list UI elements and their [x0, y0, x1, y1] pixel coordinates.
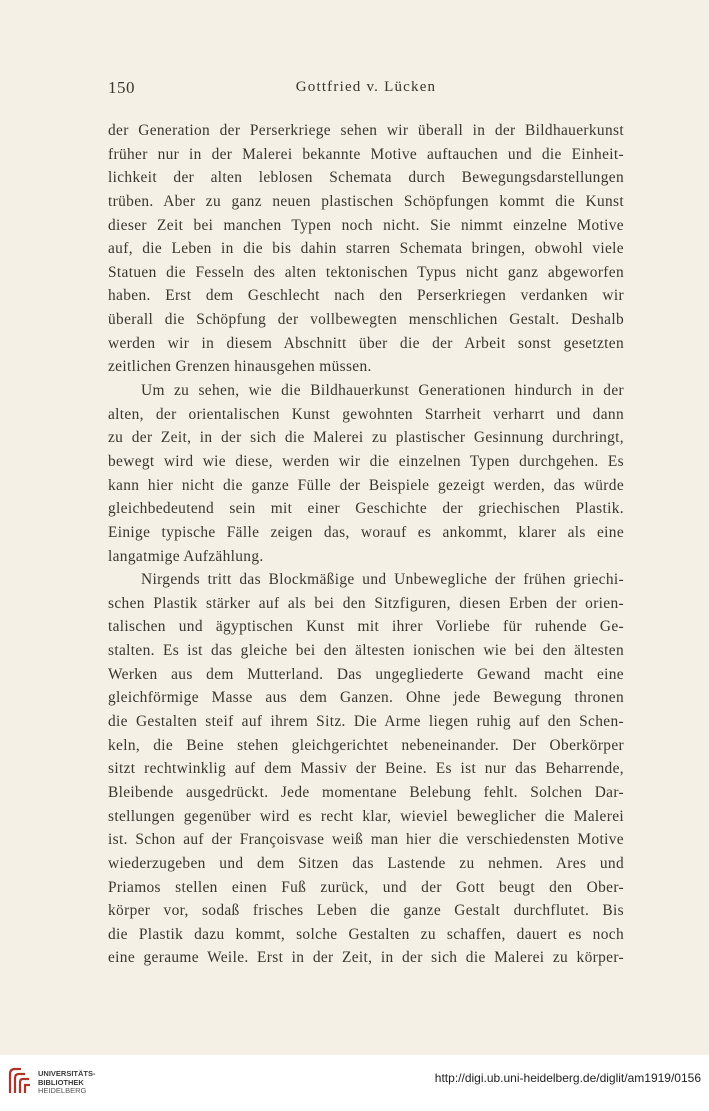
page-number: 150 [108, 78, 135, 97]
text-line: talischen und ägyptischen Kunst mit ihrer Vorliebe für ruhende Ge- [108, 618, 624, 636]
text-line: die Plastik dazu kommt, solche Gestalten zu schaffen, dauert es noch [108, 925, 624, 943]
library-name-line: BIBLIOTHEK [38, 1077, 84, 1087]
text-line: alten, der orientalischen Kunst gewohnten Starrheit verharrt und dann [108, 405, 624, 423]
text-line: Werken aus dem Mutterland. Das ungegliederte Gewand macht eine [108, 665, 624, 683]
text-line: bewegt wird wie diese, werden wir die einzelnen Typen durchgehen. Es [108, 452, 624, 470]
library-footer [0, 1055, 709, 1111]
text-line: keln, die Beine stehen gleichgerichtet nebeneinander. Der Oberkörper [108, 736, 624, 754]
text-line: sitzt rechtwinklig auf dem Massiv der Beine. Es ist nur das Beharrende, [108, 760, 624, 778]
text-line: auf, die Leben in die bis dahin starren Schemata bringen, obwohl viele [108, 240, 624, 258]
source-url-link[interactable]: http://digi.ub.uni-heidelberg.de/diglit/am1919/0156 [434, 1071, 701, 1085]
body-text [108, 119, 624, 970]
library-name [38, 1070, 96, 1096]
text-line: haben. Erst dem Geschlecht nach den Perserkriegen verdanken wir [108, 287, 624, 305]
text-line: stellungen gegenüber wird es recht klar, wieviel beweglicher die Malerei [108, 807, 624, 825]
text-line: langatmige Aufzählung. [108, 547, 264, 565]
text-line: Nirgends tritt das Blockmäßige und Unbewegliche der frühen griechi- [141, 571, 624, 589]
text-line: stalten. Es ist das gleiche bei den ältesten ionischen wie bei den ältesten [108, 642, 624, 660]
running-head: Gottfried v. Lücken [295, 79, 437, 95]
text-line: trüben. Aber zu ganz neuen plastischen Schöpfungen kommt die Kunst [108, 192, 624, 210]
text-line: gleichbedeutend sein mit einer Geschichte der griechischen Plastik. [108, 500, 624, 518]
text-line: überall die Schöpfung der vollbewegten menschlichen Gestalt. Deshalb [108, 311, 624, 329]
library-name-line: HEIDELBERG [38, 1086, 87, 1095]
text-line: ist. Schon auf der Françoisvase weiß man hier die verschiedensten Motive [108, 831, 624, 849]
text-line: Statuen die Fesseln des alten tektonischen Typus nicht ganz abgeworfen [108, 263, 624, 281]
text-line: zu der Zeit, in der sich die Malerei zu plastischer Gesinnung durchringt, [108, 429, 624, 447]
text-line: früher nur in der Malerei bekannte Motive auftauchen und die Einheit- [108, 145, 624, 163]
text-line: dieser Zeit bei manchen Typen noch nicht. Sie nimmt einzelne Motive [108, 216, 624, 234]
library-logo-icon [7, 1066, 33, 1096]
library-name-line: UNIVERSITÄTS- [38, 1069, 96, 1078]
text-line: lichkeit der alten leblosen Schemata durch Bewegungsdarstellungen [108, 169, 624, 187]
text-line: schen Plastik stärker auf als bei den Sitzfiguren, diesen Erben der orien- [108, 594, 624, 612]
text-line: Bleibende ausgedrückt. Jede momentane Belebung fehlt. Solchen Dar- [108, 783, 624, 801]
text-line: gleichförmige Masse aus dem Ganzen. Ohne jede Bewegung thronen [108, 689, 624, 707]
text-line: kann hier nicht die ganze Fülle der Beispiele gezeigt werden, das würde [108, 476, 624, 494]
page-header [108, 78, 624, 102]
text-line: die Gestalten steif auf ihrem Sitz. Die Arme liegen ruhig auf den Schen- [108, 713, 624, 731]
text-line: der Generation der Perserkriege sehen wir überall in der Bildhauerkunst [108, 122, 624, 139]
text-line: körper vor, sodaß frisches Leben die ganze Gestalt durchflutet. Bis [108, 902, 624, 920]
text-line: wiederzugeben und dem Sitzen das Lastende zu nehmen. Ares und [108, 854, 624, 872]
text-line: Einige typische Fälle zeigen das, worauf es ankommt, klarer als eine [108, 523, 624, 541]
text-line: zeitlichen Grenzen hinausgehen müssen. [108, 358, 372, 376]
text-line: eine geraume Weile. Erst in der Zeit, in der sich die Malerei zu körper- [108, 949, 624, 967]
text-line: werden wir in diesem Abschnitt über die der Arbeit sonst gesetzten [108, 334, 624, 352]
text-line: Um zu sehen, wie die Bildhauerkunst Generationen hindurch in der [141, 382, 624, 400]
text-line: Priamos stellen einen Fuß zurück, und der Gott beugt den Ober- [108, 878, 624, 896]
